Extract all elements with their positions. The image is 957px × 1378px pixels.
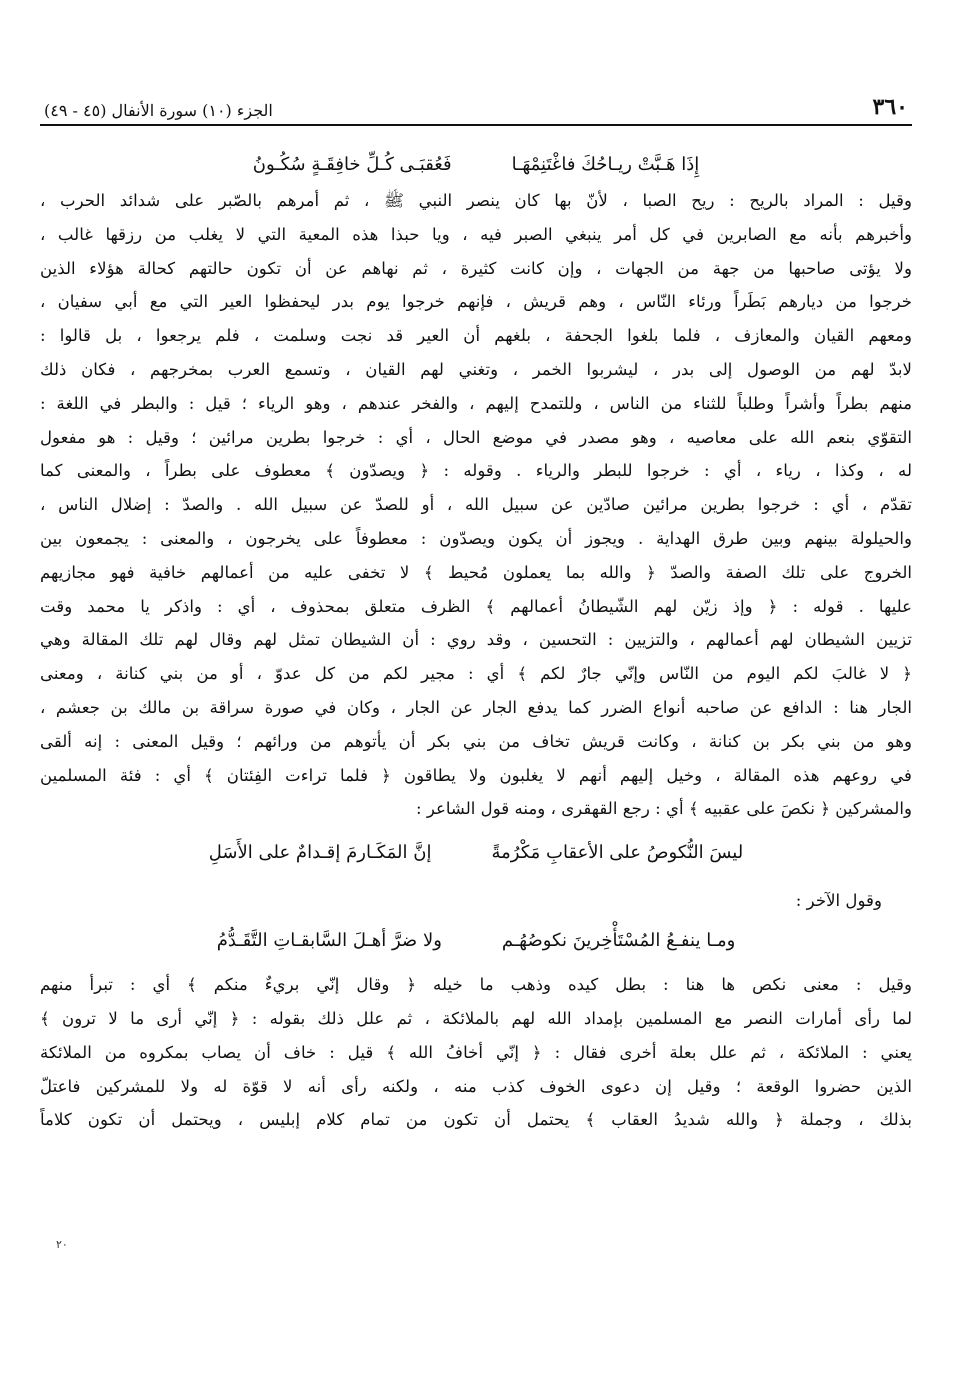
text-line: الذين حضروا الوقعة ؛ وقيل إن دعوى الخوف كذب منه ، ولكنه رأى أنه لا قوّة له ولا للمشركين فاعتلّ bbox=[40, 1076, 912, 1096]
text-line: بذلك ، وجملة ﴿ والله شديدُ العقاب ﴾ يحتمل أن تكون من تمام كلام إبليس ، ويحتمل أن تكون كلاماً bbox=[40, 1110, 912, 1130]
text-line: منهم بطراً وأشراً وطلباً للثناء من الناس ، وللتمدح إليهم ، والفخر عندهم ، وهو الرياء ؛ قيل : والبطر في اللغة : bbox=[40, 393, 912, 413]
commentary-paragraph-2 bbox=[40, 968, 912, 1137]
text-line: في روعهم هذه المقالة ، وخيل إليهم أنهم لا يغلبون ولا يطاقون ﴿ فلما تراءت الفِئتان ﴾ أي : فئة المسلمين bbox=[40, 765, 912, 785]
text-line: الجار هنا : الدافع عن صاحبه أنواع الضرر كما يدفع الجار عن الجار ، وكان في صورة سراقة بن مالك بن جعشم ، bbox=[40, 697, 912, 717]
commentary-paragraph-1 bbox=[40, 184, 912, 826]
verse-3-second-hemistich: ولا ضرَّ أهـلَ السَّابقـاتِ التَّقَـدُّمُ bbox=[216, 930, 442, 952]
text-line: الخروج على تلك الصفة والصدّ ﴿ والله بما يعملون مُحيط ﴾ لا تخفى عليه من أعمالهم خافية فهو مجازيهم bbox=[40, 562, 912, 582]
text-line: والمشركين ﴿ نكصَ على عقبيه ﴾ أي : رجع القهقرى ، ومنه قول الشاعر : bbox=[415, 799, 912, 819]
verse-couplet-2 bbox=[40, 840, 912, 866]
signature-mark: ٢٠ bbox=[56, 1238, 68, 1251]
text-line: وقيل : المراد بالريح : ريح الصبا ، لأنّ بها كان ينصر النبي ﷺ ، ثم أمرهم بالصّبر على شدائد الحرب ، bbox=[40, 191, 912, 210]
text-line: عليها . قوله : ﴿ وإذ زيّن لهم الشّيطانُ أعمالهم ﴾ الظرف متعلق بمحذوف ، أي : واذكر يا محمد وقت bbox=[40, 596, 912, 616]
page-number: ٣٦٠ bbox=[872, 94, 908, 120]
verse-couplet-3 bbox=[40, 928, 912, 954]
poem-intro: وقول الآخر : bbox=[795, 891, 882, 911]
text-line: لابدّ لهم من الوصول إلى بدر ، ليشربوا الخمر ، وتغني لهم القيان ، وتسمع العرب بمخرجهم ، فكان ذلك bbox=[40, 359, 912, 379]
text-line: تزيين الشيطان لهم أعمالهم ، والتزيين : التحسين ، وقد روي : أن الشيطان تمثل لهم وقال لهم تلك المقالة وهي bbox=[40, 630, 912, 650]
verse-2-second-hemistich: إنَّ المَكَـارمَ إقـدامٌ على الأَسَلِ bbox=[208, 842, 432, 864]
text-line: ومعهم القيان والمعازف ، فلما بلغوا الجحفة ، بلغهم أن العير قد نجت وسلمت ، فلم يرجعوا ، بل قالوا : bbox=[40, 326, 912, 346]
verse-2-first-hemistich: ليسَ النُّكوصُ على الأعقابِ مَكْرُمةً bbox=[491, 842, 744, 864]
verse-couplet-1 bbox=[40, 152, 912, 178]
text-line: وقيل : معنى نكص ها هنا : بطل كيده وذهب ما خيله ﴿ وقال إنّي بريءٌ منكم ﴾ أي : تبرأ منهم bbox=[40, 975, 912, 995]
text-line: خرجوا من ديارهم بَطَراً ورئاء النّاس ، وهم قريش ، فإنهم خرجوا يوم بدر ليحفظوا العير التي مع أبي سفيان ، bbox=[40, 292, 912, 312]
text-line: يعني : الملائكة ، ثم علل بعلة أخرى فقال : ﴿ إنّي أخافُ الله ﴾ قيل : خاف أن يصاب بمكروه من الملائكة bbox=[40, 1042, 912, 1062]
page-header bbox=[40, 86, 912, 126]
text-line: تقدّم ، أي : خرجوا بطرين مرائين صادّين عن سبيل الله ، أو للصدّ عن سبيل الله . والصدّ : إضلال الناس ، bbox=[40, 495, 912, 515]
text-line: وأخبرهم بأنه مع الصابرين في كل أمر ينبغي الصبر فيه ، ويا حبذا هذه المعية التي لا يغلب من رزقها غالب ، bbox=[40, 224, 912, 244]
text-line: له ، وكذا ، رياء ، أي : خرجوا للبطر والرياء . وقوله : ﴿ ويصدّون ﴾ معطوف على بطراً ، والمعنى كما bbox=[40, 461, 912, 481]
text-line: لما رأى أمارات النصر مع المسلمين بإمداد الله لهم بالملائكة ، ثم علل ذلك بقوله : ﴿ إنّي أرى ما لا ترون ﴾ bbox=[40, 1008, 912, 1028]
text-line: وهو من بني بكر بن كنانة ، وكانت قريش تخاف من بني بكر أن يأتوهم من ورائهم ؛ وقيل المعنى : إنه ألقى bbox=[40, 731, 912, 751]
verse-3-first-hemistich: ومـا ينفـعُ المُسْتَأْخِرينَ نكوصُهُـم bbox=[501, 930, 736, 952]
book-page bbox=[40, 86, 912, 1356]
verse-1-second-hemistich: فَعُقبَـى كُـلِّ خافِقَـةٍ سُكُـونُ bbox=[252, 154, 452, 175]
text-line: التقوّي بنعم الله على معاصيه ، وهو مصدر في موضع الحال ، أي : خرجوا بطرين مرائين ؛ وقيل : هو مفعول bbox=[40, 427, 912, 447]
verse-1-first-hemistich: إِذَا هَـبَّتْ ريـاحُكَ فاغْتَنِمْهَـا bbox=[511, 154, 700, 175]
text-line: ولا يؤتى صاحبها من جهة من الجهات ، وإن كانت كثيرة ، ثم نهاهم عن أن تكون حالتهم كحالة هؤلاء الذين bbox=[40, 258, 912, 278]
text-line: ﴿ لا غالبَ لكم اليوم من النّاس وإنّي جارٌ لكم ﴾ أي : مجير لكم من كل عدوّ ، أو من بني كنانة ، ومعنى bbox=[40, 664, 912, 684]
text-line: والحيلولة بينهم وبين طرق الهداية . ويجوز أن يكون ويصدّون : معطوفاً على يخرجون ، والمعنى : يجمعون بين bbox=[40, 528, 912, 548]
running-title: الجزء (١٠) سورة الأنفال (٤٥ - ٤٩) bbox=[44, 101, 273, 120]
